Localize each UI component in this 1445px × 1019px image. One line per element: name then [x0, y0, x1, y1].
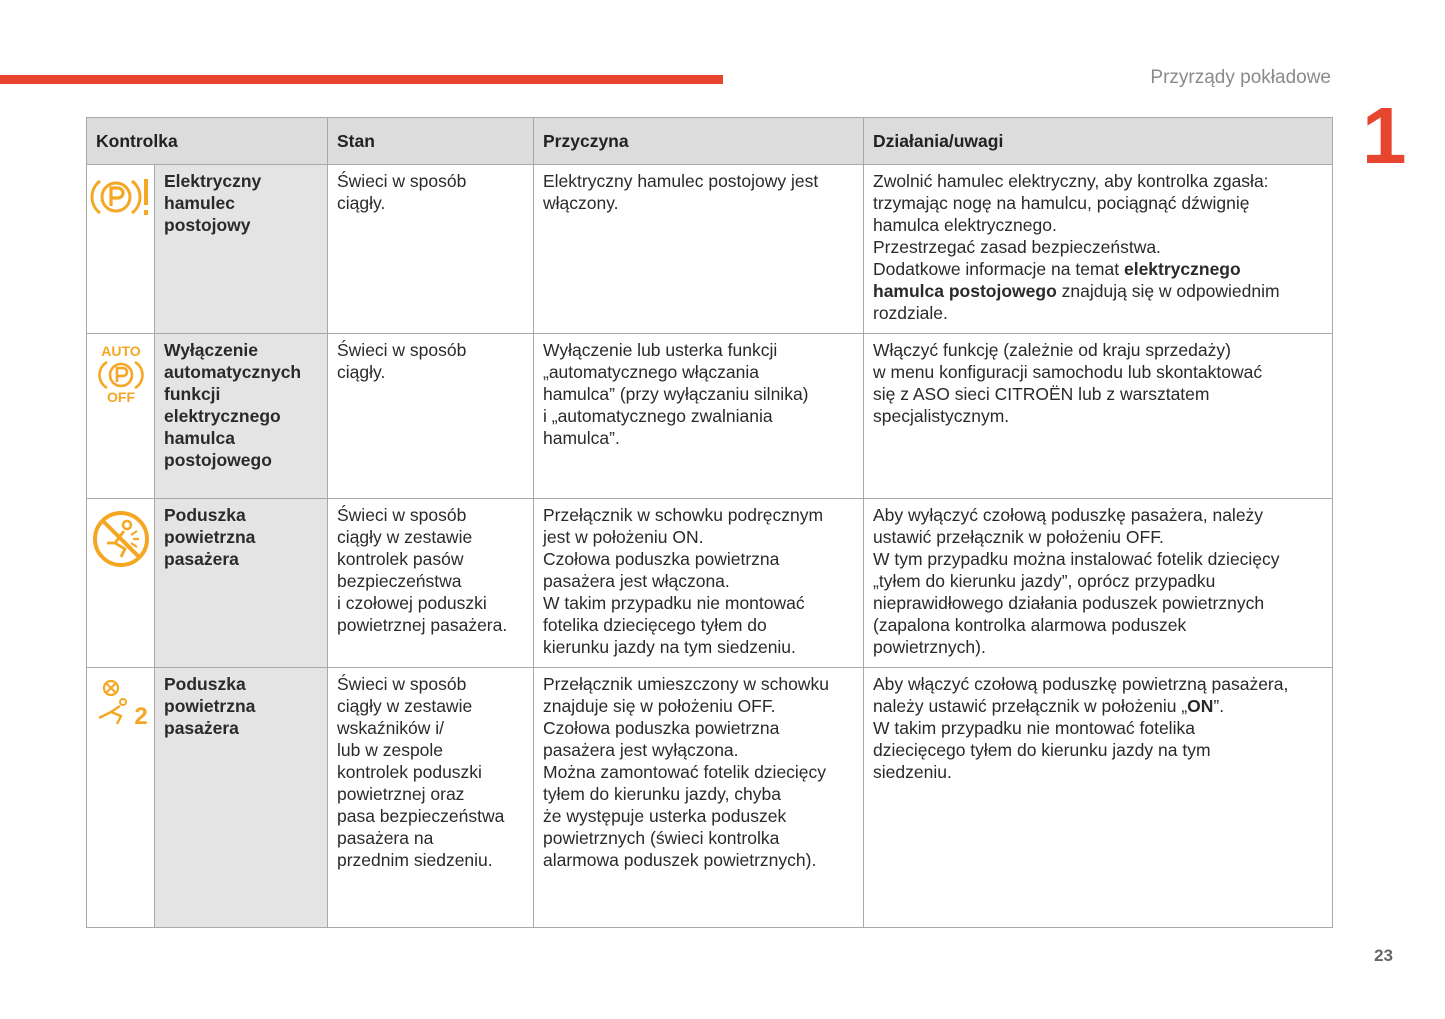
section-title: Przyrządy pokładowe	[1150, 67, 1331, 88]
state-line: ciągły.	[337, 362, 386, 382]
parking-brake-warning-icon	[90, 175, 152, 221]
state-cell	[328, 668, 534, 928]
action-line: (zapalona kontrolka alarmowa poduszek	[873, 615, 1187, 635]
action-line: Włączyć funkcję (zależnie od kraju sprzedaży)	[873, 340, 1231, 360]
state-cell	[328, 165, 534, 334]
cause-line: Można zamontować fotelik dziecięcy	[543, 762, 827, 782]
action-bold-text: elektrycznego	[1123, 259, 1241, 279]
column-header-przyczyna: Przyczyna	[534, 118, 864, 165]
state-line: powietrznej pasażera.	[337, 615, 508, 635]
light-name-line: Poduszka	[164, 505, 246, 525]
cause-line: fotelika dziecięcego tyłem do	[543, 615, 767, 635]
state-line: powietrznej oraz	[337, 784, 465, 804]
light-name-line: Elektryczny	[164, 171, 262, 191]
action-text: ”.	[1213, 696, 1225, 716]
light-name-line: Poduszka	[164, 674, 246, 694]
action-line: trzymając nogę na hamulcu, pociągnąć dźwignię	[873, 193, 1250, 213]
action-line	[873, 258, 1323, 280]
cause-line: znajduje się w położeniu OFF.	[543, 696, 776, 716]
warning-lights-table	[86, 117, 1333, 928]
action-line	[873, 695, 1323, 717]
action-line: siedzeniu.	[873, 762, 952, 782]
action-line: Zwolnić hamulec elektryczny, aby kontrolka zgasła:	[873, 171, 1269, 191]
cause-line: tyłem do kierunku jazdy, chyba	[543, 784, 781, 804]
cause-line: hamulca” (przy wyłączaniu silnika)	[543, 384, 809, 404]
state-line: kontrolek pasów	[337, 549, 464, 569]
state-line: ciągły w zestawie	[337, 696, 473, 716]
state-line: i czołowej poduszki	[337, 593, 487, 613]
light-name-line: hamulec	[164, 193, 235, 213]
light-name-line: hamulca	[164, 428, 235, 448]
light-name-line: automatycznych	[164, 362, 302, 382]
table-header-row	[87, 118, 1333, 165]
cause-line: pasażera jest wyłączona.	[543, 740, 739, 760]
light-name-line: pasażera	[164, 718, 239, 738]
light-name-line: postojowego	[164, 450, 272, 470]
action-line: rozdziale.	[873, 303, 948, 323]
light-name-line: powietrzna	[164, 696, 256, 716]
state-line: lub w zespole	[337, 740, 444, 760]
column-header-kontrolka: Kontrolka	[87, 118, 328, 165]
cause-line: „automatycznego włączania	[543, 362, 759, 382]
light-name-line: Wyłączenie	[164, 340, 259, 360]
action-cell	[864, 668, 1333, 928]
light-name-line: elektrycznego	[164, 406, 281, 426]
state-line: pasa bezpieczeństwa	[337, 806, 505, 826]
cause-line: Przełącznik w schowku podręcznym	[543, 505, 824, 525]
action-text: Dodatkowe informacje na temat	[873, 259, 1124, 279]
light-name	[155, 334, 328, 499]
light-name	[155, 165, 328, 334]
light-name-line: postojowy	[164, 215, 251, 235]
state-cell	[328, 499, 534, 668]
action-line: W tym przypadku można instalować fotelik dziecięcy	[873, 549, 1280, 569]
cause-line: jest w położeniu ON.	[543, 527, 704, 547]
action-cell	[864, 334, 1333, 499]
cause-line: W takim przypadku nie montować	[543, 593, 805, 613]
column-header-dzialania: Działania/uwagi	[864, 118, 1333, 165]
action-line: w menu konfiguracji samochodu lub skontaktować	[873, 362, 1263, 382]
light-name-line: powietrzna	[164, 527, 256, 547]
state-line: Świeci w sposób	[337, 171, 467, 191]
cause-line: pasażera jest włączona.	[543, 571, 730, 591]
cause-line: Wyłączenie lub usterka funkcji	[543, 340, 778, 360]
state-line: bezpieczeństwa	[337, 571, 462, 591]
action-cell	[864, 165, 1333, 334]
passenger-airbag-off-icon	[91, 509, 151, 569]
action-line: dziecięcego tyłem do kierunku jazdy na tym	[873, 740, 1211, 760]
action-line	[873, 280, 1323, 302]
passenger-airbag-deactivated-icon	[93, 678, 149, 728]
cause-line: że występuje usterka poduszek	[543, 806, 787, 826]
cause-line: kierunku jazdy na tym siedzeniu.	[543, 637, 796, 657]
action-line: specjalistycznym.	[873, 406, 1010, 426]
column-header-stan: Stan	[328, 118, 534, 165]
action-line: się z ASO sieci CITROËN lub z warsztatem	[873, 384, 1210, 404]
action-line: nieprawidłowego działania poduszek powietrznych	[873, 593, 1265, 613]
light-name-line: funkcji	[164, 384, 221, 404]
state-line: Świeci w sposób	[337, 505, 467, 525]
cause-line: Czołowa poduszka powietrzna	[543, 549, 780, 569]
state-line: Świeci w sposób	[337, 340, 467, 360]
auto-parking-brake-off-icon	[93, 344, 149, 406]
state-line: Świeci w sposób	[337, 674, 467, 694]
icon-number-text: 2	[133, 703, 148, 728]
icon-top-text: AUTO	[100, 344, 141, 359]
action-text: należy ustawić przełącznik w położeniu „	[873, 696, 1188, 716]
action-line: W takim przypadku nie montować fotelika	[873, 718, 1195, 738]
table-row	[87, 668, 1333, 928]
icon-bottom-text: OFF	[106, 389, 135, 405]
state-cell	[328, 334, 534, 499]
light-name	[155, 499, 328, 668]
cause-line: hamulca”.	[543, 428, 620, 448]
table-row	[87, 165, 1333, 334]
header-accent-bar	[0, 75, 723, 84]
action-line: „tyłem do kierunku jazdy”, oprócz przypadku	[873, 571, 1216, 591]
page-number: 23	[1374, 946, 1393, 965]
state-line: przednim siedzeniu.	[337, 850, 493, 870]
state-line: wskaźników i/	[337, 718, 444, 738]
action-line: Aby włączyć czołową poduszkę powietrzną pasażera,	[873, 674, 1289, 694]
state-line: pasażera na	[337, 828, 434, 848]
cause-cell	[534, 499, 864, 668]
state-line: ciągły w zestawie	[337, 527, 473, 547]
cause-line: i „automatycznego zwalniania	[543, 406, 773, 426]
icon-cell	[87, 334, 155, 499]
action-line: ustawić przełącznik w położeniu OFF.	[873, 527, 1164, 547]
cause-line: alarmowa poduszek powietrznych).	[543, 850, 817, 870]
icon-cell	[87, 499, 155, 668]
icon-cell	[87, 668, 155, 928]
action-line: powietrznych).	[873, 637, 986, 657]
action-line: Aby wyłączyć czołową poduszkę pasażera, należy	[873, 505, 1264, 525]
action-line: Przestrzegać zasad bezpieczeństwa.	[873, 237, 1161, 257]
cause-cell	[534, 334, 864, 499]
cause-line: Przełącznik umieszczony w schowku	[543, 674, 829, 694]
icon-cell	[87, 165, 155, 334]
cause-line: włączony.	[543, 193, 619, 213]
table-row	[87, 334, 1333, 499]
cause-line: Czołowa poduszka powietrzna	[543, 718, 780, 738]
cause-cell	[534, 668, 864, 928]
cause-line: Elektryczny hamulec postojowy jest	[543, 171, 819, 191]
action-bold-text: ON	[1187, 696, 1214, 716]
state-line: ciągły.	[337, 193, 386, 213]
cause-cell	[534, 165, 864, 334]
chapter-number: 1	[1362, 91, 1407, 180]
light-name-line: pasażera	[164, 549, 239, 569]
cause-line: powietrznych (świeci kontrolka	[543, 828, 780, 848]
action-bold-text: hamulca postojowego	[873, 281, 1057, 301]
action-line: hamulca elektrycznego.	[873, 215, 1057, 235]
state-line: kontrolek poduszki	[337, 762, 482, 782]
table-row	[87, 499, 1333, 668]
action-cell	[864, 499, 1333, 668]
action-text: znajdują się w odpowiednim	[1056, 281, 1280, 301]
light-name	[155, 668, 328, 928]
